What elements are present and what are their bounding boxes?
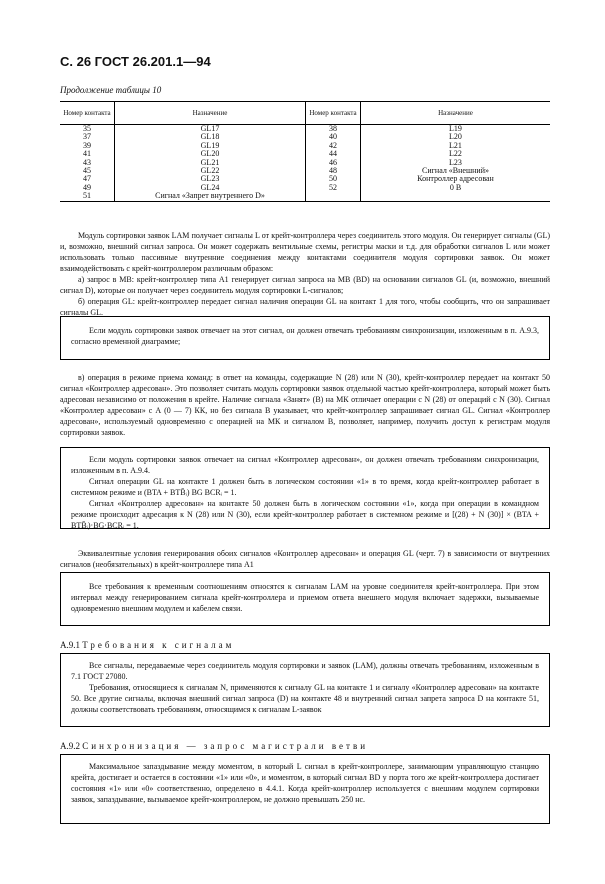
requirement-box-4 xyxy=(60,653,550,727)
paragraph-item-a: а) запрос в МВ: крейт-контроллер типа А1 генерирует сигнал запроса на МВ (BD) на основании сигналов GL (и, возможно, внешний сигнал D), которые он получает через соединитель модуля сортировки L-сигналов; xyxy=(60,275,550,295)
requirement-text: Все требования к временным соотношениям относятся к сигналам LAM на уровне соединителя крейт-контроллера. При этом интервал между генерированием сигнала крейт-контроллера и приемом ответа внешнего модуля включает задержки, вызываемые одновременно внешним модулем и кабелем связи. xyxy=(71,582,539,613)
cell-purpose: L23 xyxy=(361,159,551,167)
requirement-text: Если модуль сортировки заявок отвечает на этот сигнал, он должен отвечать требованиям синхронизации, изложенным в п. А.9.3, согласно временной диаграмме; xyxy=(71,326,539,346)
cell-purpose: L21 xyxy=(361,142,551,150)
section-number: А.9.2 xyxy=(60,741,80,751)
cell-purpose: 0 В xyxy=(361,184,551,192)
paragraph-equivalent: Эквивалентные условия генерирования обоих сигналов «Контроллер адресован» и операция GL (черт. 7) в зависимости от внутренних сигналов (необязательных) в крейт-контроллере типа А1 xyxy=(60,549,550,569)
table-row xyxy=(60,192,550,201)
cell-purpose: L22 xyxy=(361,150,551,158)
contacts-table xyxy=(60,101,550,202)
cell-purpose: GL21 xyxy=(115,159,306,167)
table-continuation-caption: Продолжение таблицы 10 xyxy=(60,85,162,95)
cell-number: 50 xyxy=(306,175,361,183)
cell-number: 41 xyxy=(83,149,91,159)
cell-number: 42 xyxy=(306,142,361,150)
cell-purpose: Сигнал «Запрет внутреннего D» xyxy=(115,192,306,201)
section-title: Синхронизация — запрос магистрали ветви xyxy=(82,741,369,751)
requirement-text: Все сигналы, передаваемые через соединитель модуля сортировки и заявок (LAM), должны отвечать требованиям, изложенным в 7.1 ГОСТ 27080. xyxy=(71,661,539,681)
cell-number: 47 xyxy=(83,174,91,184)
col-header-number-2: Номер контакта xyxy=(306,102,361,125)
requirement-box-5 xyxy=(60,754,550,824)
page-header: С. 26 ГОСТ 26.201.1—94 xyxy=(60,54,211,69)
requirement-text: Сигнал «Контроллер адресован» на контакте 50 должен быть в логическом состоянии «1», когда при операции в командном режиме происходит адресация к N (28) или N (30), если крейт-контроллер работает в системном режиме и [(28) + N (30)] × (BTA + BTB̄ᵢ)·BG·BCRᵢ = 1. xyxy=(71,499,539,530)
cell-purpose: Сигнал «Внешний» xyxy=(361,167,551,175)
cell-number: 35 xyxy=(83,124,91,133)
cell-number: 40 xyxy=(306,133,361,141)
requirement-box-1 xyxy=(60,316,550,360)
requirement-text: Сигнал операции GL на контакте 1 должен быть в логическом состоянии «1» в то время, когда крейт-контроллер работает в системном режиме и (BTA + BTB̄ᵢ) BG BCRᵢ = 1. xyxy=(71,477,539,497)
cell-number: 44 xyxy=(306,150,361,158)
table-row xyxy=(60,133,550,141)
col-header-purpose-2: Назначение xyxy=(361,102,551,125)
cell-number: 46 xyxy=(306,159,361,167)
cell-purpose: GL20 xyxy=(115,150,306,158)
table-row xyxy=(60,142,550,150)
paragraph-intro: Модуль сортировки заявок LAM получает сигналы L от крейт-контроллера через соединитель этого модуля. Он генерирует сигналы (GL) и, возможно, внешний сигнал запроса. Он может содержать вентильные схемы, регистры маски и т.д. для обработки сигналов L или может использовать только пассивные внутренние соединения между контактами соединителя модуля сортировки заявок. Он может взаимодействовать с крейт-контроллером различным образом: xyxy=(60,231,550,273)
paragraph-item-b: б) операция GL: крейт-контроллер передает сигнал наличия операции GL на контакт 1 для того, чтобы сообщить, что он запрашивает сигналы GL. xyxy=(60,297,550,317)
table-row xyxy=(60,150,550,158)
cell-number: 45 xyxy=(83,166,91,176)
cell-number xyxy=(306,192,361,201)
requirement-text: Требования, относящиеся к сигналам N, применяются к сигналу GL на контакте 1 и сигналу «Контроллер адресован» на контакте 50. Все другие сигналы, включая внешний сигнал запроса (D) на контакте 48 и внутренний сигнал запрета запроса D на контакте 51, должны соответствовать требованиям, относящимся к сигналам L-заявок xyxy=(71,683,539,714)
cell-number: 51 xyxy=(60,192,115,201)
body-text-2 xyxy=(60,372,550,438)
cell-number: 39 xyxy=(83,140,91,150)
cell-number: 43 xyxy=(83,157,91,167)
cell-number: 52 xyxy=(306,184,361,192)
requirement-box-2 xyxy=(60,447,550,529)
requirement-text: Если модуль сортировки заявок отвечает на сигнал «Контроллер адресован», он должен отвечать требованиям синхронизации, изложенным в п. А.9.4. xyxy=(71,455,539,475)
body-text-3 xyxy=(60,548,550,570)
requirement-text: Максимальное запаздывание между моментом, в который L сигнал в крейт-контроллере, занимающим управляющую станцию крейта, достигает и остается в состоянии «1» или «0», и моментом, в который сигнал BD у порта того же крейт-контроллера достигает состояния «1» или «0» соответственно, определено в 4.4.1. Когда крейт-контроллер используется с внешним модулем сортировки заявок, запаздывание, вызываемое крейт-контроллером, не должно превышать 250 нс. xyxy=(71,762,539,804)
requirement-box-3 xyxy=(60,572,550,626)
cell-purpose: GL22 xyxy=(115,167,306,175)
table-row xyxy=(60,175,550,183)
cell-purpose: GL18 xyxy=(115,133,306,141)
cell-purpose: L19 xyxy=(361,125,551,134)
table-row xyxy=(60,184,550,192)
section-title: Требования к сигналам xyxy=(82,640,235,650)
section-heading-a92 xyxy=(60,741,550,752)
paragraph-item-c: в) операция в режиме приема команд: в ответ на команды, содержащие N (28) или N (30), крейт-контроллер передает на контакт 50 сигнал «Контроллер адресован». Это позволяет считать модуль сортировки заявок отдельной частью крейт-контроллера, который может быть адресован независимо от положения в крейте. Наличие сигнала «Занят» (B) на МК отличает операции с N (28) от операций с N (30). Сигнал «Контроллер адресован» с А (0 — 7) КК, но без сигнала В указывает, что крейт-контроллер запрашивает сигнал GL. Сигнал «Контроллер адресован», используемый одновременно с операцией на МК и сигналом В, позволяет, например, получить доступ к регистрам модуля сортировки заявок. xyxy=(60,373,550,437)
section-heading-a91 xyxy=(60,640,550,651)
cell-purpose: L20 xyxy=(361,133,551,141)
cell-number: 49 xyxy=(83,182,91,192)
cell-purpose: GL23 xyxy=(115,175,306,183)
section-number: А.9.1 xyxy=(60,640,80,650)
cell-number: 38 xyxy=(306,125,361,134)
table-row xyxy=(60,125,550,134)
cell-purpose: Контроллер адресован xyxy=(361,175,551,183)
cell-number: 48 xyxy=(306,167,361,175)
cell-number: 37 xyxy=(83,132,91,142)
cell-purpose: GL17 xyxy=(115,125,306,134)
col-header-purpose-1: Назначение xyxy=(115,102,306,125)
body-text xyxy=(60,230,550,318)
col-header-number-1: Номер контакта xyxy=(60,102,115,125)
cell-purpose: GL24 xyxy=(115,184,306,192)
cell-purpose: GL19 xyxy=(115,142,306,150)
cell-purpose xyxy=(361,192,551,201)
